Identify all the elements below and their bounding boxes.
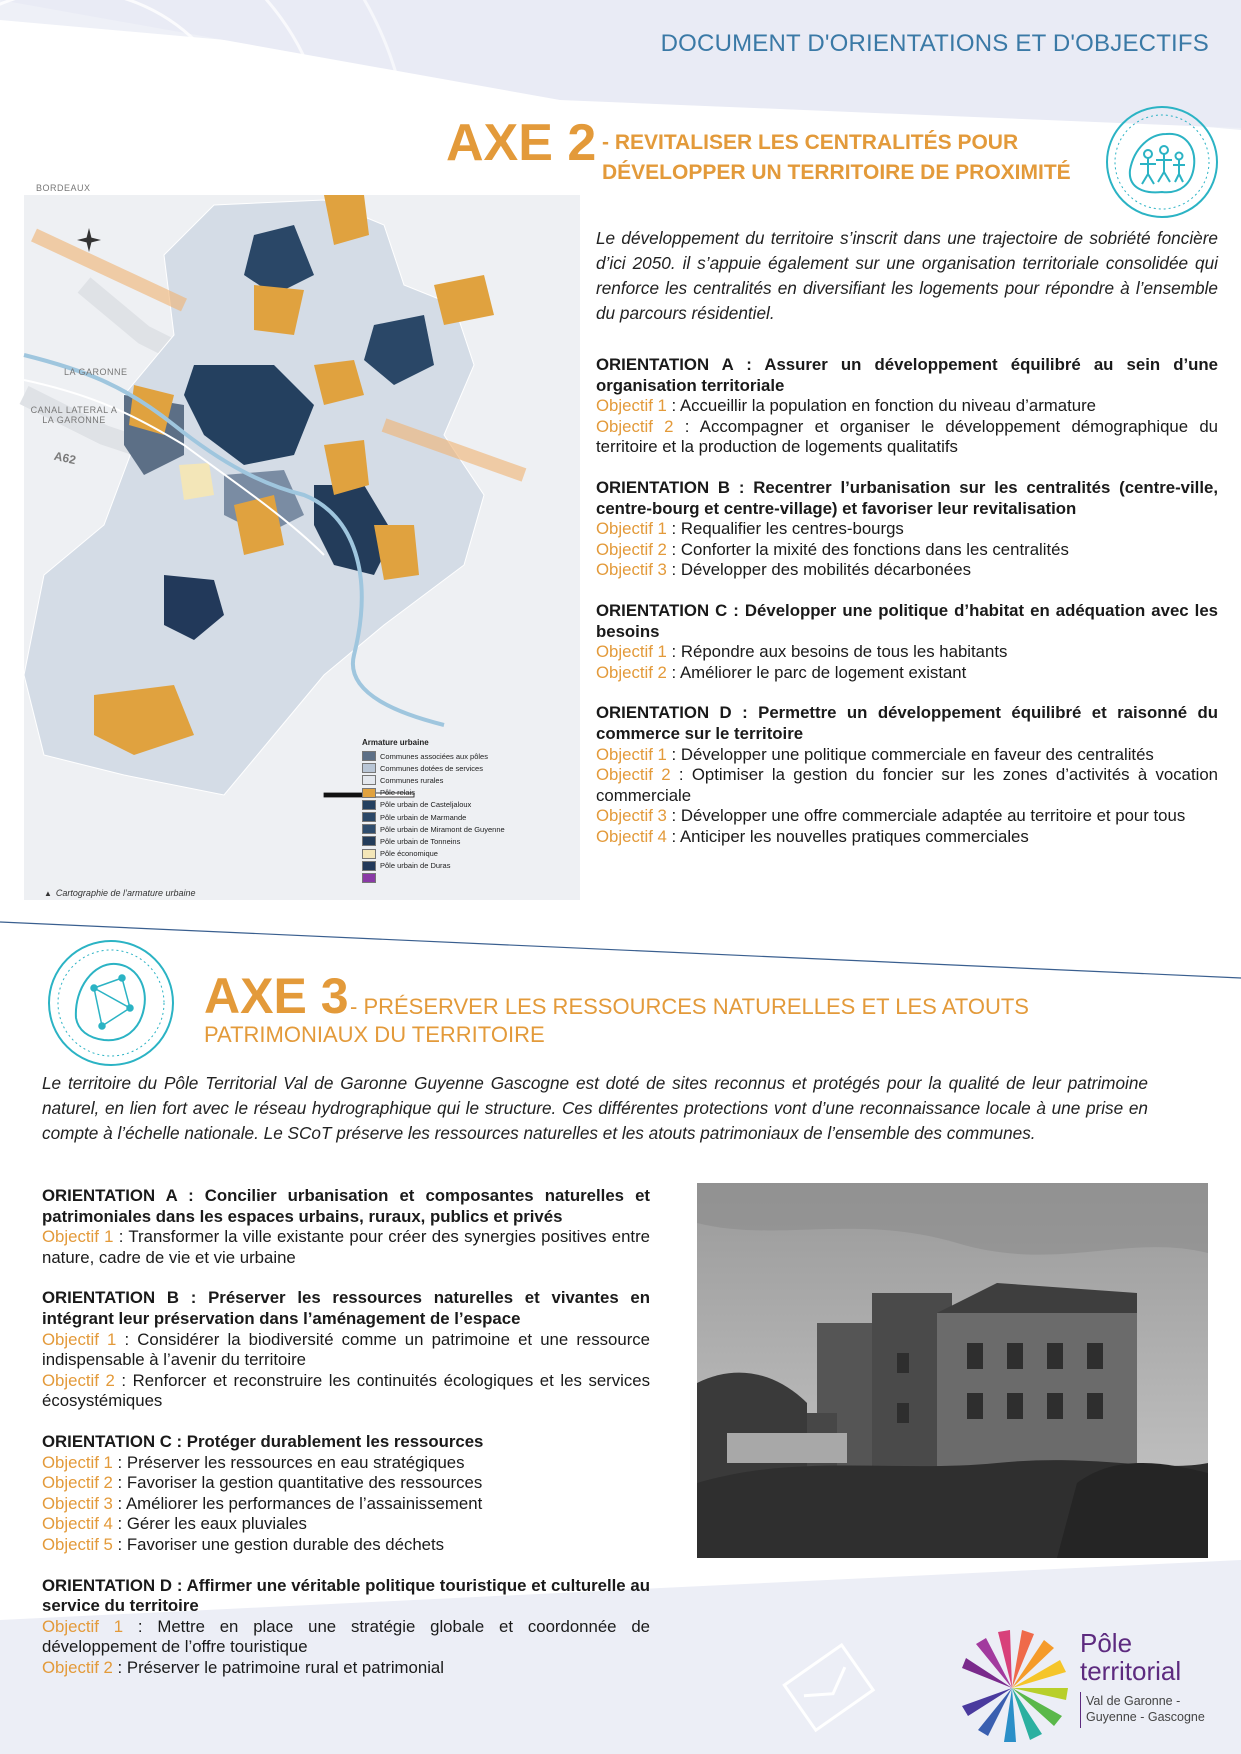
map-label-bordeaux: BORDEAUX [36, 183, 91, 193]
map-caption [44, 888, 196, 898]
objective-label: Objectif 2 [596, 416, 674, 436]
objective-text: : Optimiser la gestion du foncier sur les zones d’activités à vocation commerciale [596, 765, 1218, 805]
objective-item [42, 1494, 650, 1515]
objective-label: Objectif 2 [42, 1370, 115, 1390]
legend-label: Communes associées aux pôles [380, 751, 488, 761]
objective-text: : Développer des mobilités décarbonées [666, 560, 971, 580]
axe2-orientation-a [596, 355, 1218, 458]
objective-label: Objectif 3 [596, 806, 667, 826]
legend-label: Communes rurales [380, 775, 444, 785]
logo-divider [1080, 1692, 1081, 1728]
orientation-title: ORIENTATION A : Assurer un développement équilibré au sein d’une organisation territoriale [596, 355, 1218, 395]
objective-label: Objectif 1 [42, 1452, 113, 1472]
objective-label: Objectif 1 [596, 519, 667, 539]
objective-label: Objectif 2 [596, 662, 667, 682]
orientation-title: ORIENTATION B : Recentrer l’urbanisation sur les centralités (centre-ville, centre-bourg et centre-village) et favoriser leur revitalisation [596, 477, 1218, 518]
objective-label: Objectif 1 [42, 1227, 114, 1247]
objective-item [596, 765, 1218, 806]
objective-item [42, 1617, 650, 1658]
orientation-title: ORIENTATION C : Développer une politique d’habitat en adéquation avec les besoins [596, 600, 1218, 641]
objective-item [42, 1514, 650, 1535]
map-legend [362, 738, 522, 884]
objective-text: : Transformer la ville existante pour créer des synergies positives entre nature, cadre de vie et vie urbaine [42, 1227, 650, 1267]
objective-text: : Développer une offre commerciale adaptée au territoire et pour tous [666, 806, 1186, 826]
legend-swatch [362, 751, 376, 761]
objective-item [42, 1473, 650, 1494]
objective-item [42, 1330, 650, 1371]
axe3-orientation-d [42, 1576, 650, 1679]
objective-item [596, 745, 1218, 766]
objective-item [596, 663, 1218, 684]
legend-item [362, 872, 522, 884]
legend-swatch [362, 836, 376, 846]
objective-text: : Accompagner et organiser le développement démographique du territoire et la production de logements qualitatifs [596, 416, 1218, 457]
axe3-orientation-b [42, 1288, 650, 1412]
objective-label: Objectif 2 [596, 539, 667, 559]
objective-text: : Préserver le patrimoine rural et patrimonial [112, 1657, 444, 1677]
objective-item [596, 827, 1218, 848]
legend-item [362, 860, 522, 872]
objective-text: : Favoriser une gestion durable des déchets [112, 1534, 445, 1554]
map-label-canal: CANAL LATERAL A LA GARONNE [30, 405, 118, 425]
axe2-orientation-b [596, 478, 1218, 581]
objective-item [596, 396, 1218, 417]
objective-text: : Gérer les eaux pluviales [112, 1514, 307, 1534]
axe2-intro: Le développement du territoire s’inscrit dans une trajectoire de sobriété foncière d’ici 2050. il s’appuie également sur une organisation territoriale consolidée qui renforce les centralités en diversifiant les logements pour répondre à l’ensemble du parcours résidentiel. [596, 228, 1218, 323]
objective-item [42, 1227, 650, 1268]
legend-label: Pôle urbain de Marmande [380, 812, 467, 822]
castle-illustration [697, 1183, 1208, 1558]
map-label-garonne: LA GARONNE [64, 367, 128, 377]
objective-text: : Améliorer le parc de logement existant [666, 662, 967, 682]
objective-item [596, 540, 1218, 561]
objective-text: : Conforter la mixité des fonctions dans les centralités [666, 539, 1069, 559]
objective-label: Objectif 3 [596, 560, 667, 580]
objective-label: Objectif 4 [42, 1514, 113, 1534]
objective-label: Objectif 3 [42, 1493, 113, 1513]
axe2-number: AXE 2 [446, 114, 597, 172]
objective-label: Objectif 1 [42, 1616, 124, 1636]
objective-label: Objectif 1 [42, 1329, 117, 1349]
castle-photo [697, 1183, 1208, 1558]
legend-swatch [362, 861, 376, 871]
legend-item [362, 823, 522, 835]
objective-item [596, 806, 1218, 827]
objective-label: Objectif 5 [42, 1534, 113, 1554]
objective-item [596, 417, 1218, 458]
objective-label: Objectif 2 [42, 1657, 113, 1677]
legend-label: Pôle urbain de Casteljaloux [380, 800, 472, 810]
logo-line3: Val de Garonne - [1086, 1694, 1181, 1708]
legend-swatch [362, 812, 376, 822]
objective-item [42, 1658, 650, 1679]
axe3-number: AXE 3 [204, 968, 349, 1024]
orientation-title: ORIENTATION B : Préserver les ressources naturelles et vivantes en intégrant leur préservation dans l’aménagement de l’espace [42, 1288, 650, 1328]
map-label-a62: A62 [52, 448, 78, 468]
objective-item [596, 519, 1218, 540]
objective-text: : Développer une politique commerciale en faveur des centralités [666, 744, 1154, 764]
orientation-title: ORIENTATION D : Permettre un développement équilibré et raisonné du commerce sur le territoire [596, 703, 1218, 743]
envelope-icon [784, 1650, 874, 1730]
axe2-subtitle-2: DÉVELOPPER UN TERRITOIRE DE PROXIMITÉ [602, 161, 1071, 184]
objective-item [596, 642, 1218, 663]
objective-text: : Anticiper les nouvelles pratiques commerciales [666, 826, 1029, 846]
objective-label: Objectif 2 [42, 1473, 113, 1493]
legend-swatch [362, 849, 376, 859]
legend-swatch [362, 873, 376, 883]
objective-label: Objectif 1 [596, 744, 667, 764]
axe3-intro: Le territoire du Pôle Territorial Val de Garonne Guyenne Gascogne est doté de sites reconnus et protégés pour la qualité de leur patrimoine naturel, en lien fort avec le réseau hydrographique qui le structure. Ces différentes protections vont d’une reconnaissance locale à une prise en compte à l’échelle nationale. Le SCoT préserve les ressources naturelles et les atouts patrimoniaux de l’ensemble des communes. [42, 1073, 1148, 1143]
objective-item [42, 1535, 650, 1556]
objective-text: : Considérer la biodiversité comme un patrimoine et une ressource indispensable à l’avenir du territoire [42, 1329, 651, 1370]
legend-item [362, 799, 522, 811]
legend-label: Pôle économique [380, 849, 438, 859]
objective-item [42, 1453, 650, 1474]
legend-item [362, 750, 522, 762]
legend-label: Pôle relais [380, 788, 416, 798]
legend-item [362, 774, 522, 786]
logo-line4: Guyenne - Gascogne [1086, 1710, 1205, 1724]
legend-label: Pôle urbain de Miramont de Guyenne [380, 824, 505, 834]
objective-text: : Préserver les ressources en eau stratégiques [112, 1452, 465, 1472]
legend-label: Pôle urbain de Duras [380, 861, 451, 871]
objective-label: Objectif 4 [596, 826, 667, 846]
objective-label: Objectif 1 [596, 642, 667, 662]
legend-item [362, 811, 522, 823]
map-caption-text: Cartographie de l’armature urbaine [55, 888, 196, 898]
legend-label: Pôle urbain de Tonneins [380, 836, 461, 846]
legend-swatch [362, 763, 376, 773]
legend-swatch [362, 775, 376, 785]
objective-text: : Renforcer et reconstruire les continuités écologiques et les services écosystémiques [42, 1370, 650, 1411]
logo-line1: Pôle [1080, 1628, 1133, 1658]
pole-territorial-logo-icon [950, 1628, 1074, 1740]
objective-text: : Requalifier les centres-bourgs [666, 519, 904, 539]
axe2-orientations [596, 355, 1218, 867]
orientation-title: ORIENTATION D : Affirmer une véritable politique touristique et culturelle au service du territoire [42, 1575, 650, 1616]
legend-item [362, 835, 522, 847]
axe3-subtitle-1: - PRÉSERVER LES RESSOURCES NATURELLES ET LES ATOUTS [350, 994, 1029, 1019]
legend-swatch [362, 788, 376, 798]
legend-item [362, 848, 522, 860]
axe3-network-icon [46, 938, 176, 1068]
axe2-orientation-c [596, 601, 1218, 683]
axe3-subtitle-2: PATRIMONIAUX DU TERRITOIRE [204, 1022, 545, 1047]
orientation-title: ORIENTATION A : Concilier urbanisation et composantes naturelles et patrimoniales dans les espaces urbains, ruraux, publics et privés [42, 1186, 650, 1226]
axe2-subtitle-1: - REVITALISER LES CENTRALITÉS POUR [602, 131, 1019, 154]
objective-label: Objectif 2 [596, 765, 671, 785]
objective-label: Objectif 1 [596, 396, 667, 416]
legend-item [362, 787, 522, 799]
caption-triangle-icon: ▲ [44, 889, 52, 898]
axe2-people-icon [1104, 104, 1220, 220]
logo-line2: territorial [1080, 1656, 1182, 1686]
objective-text: : Répondre aux besoins de tous les habitants [666, 642, 1008, 662]
legend-title: Armature urbaine [362, 738, 429, 747]
axe2-orientation-d [596, 703, 1218, 847]
objective-text: : Améliorer les performances de l’assainissement [112, 1493, 483, 1513]
axe3-orientation-a [42, 1186, 650, 1268]
document-title: DOCUMENT D'ORIENTATIONS ET D'OBJECTIFS [660, 30, 1209, 57]
objective-text: : Favoriser la gestion quantitative des ressources [112, 1473, 483, 1493]
legend-swatch [362, 800, 376, 810]
legend-label: Communes dotées de services [380, 763, 483, 773]
objective-item [42, 1371, 650, 1412]
legend-swatch [362, 824, 376, 834]
axe3-orientations [42, 1186, 650, 1698]
orientation-title: ORIENTATION C : Protéger durablement les ressources [42, 1431, 484, 1451]
objective-text: : Accueillir la population en fonction du niveau d’armature [666, 396, 1097, 416]
axe3-orientation-c [42, 1432, 650, 1556]
objective-item [596, 560, 1218, 581]
objective-text: : Mettre en place une stratégie globale et coordonnée de développement de l’offre touristique [42, 1616, 650, 1657]
legend-item [362, 762, 522, 774]
